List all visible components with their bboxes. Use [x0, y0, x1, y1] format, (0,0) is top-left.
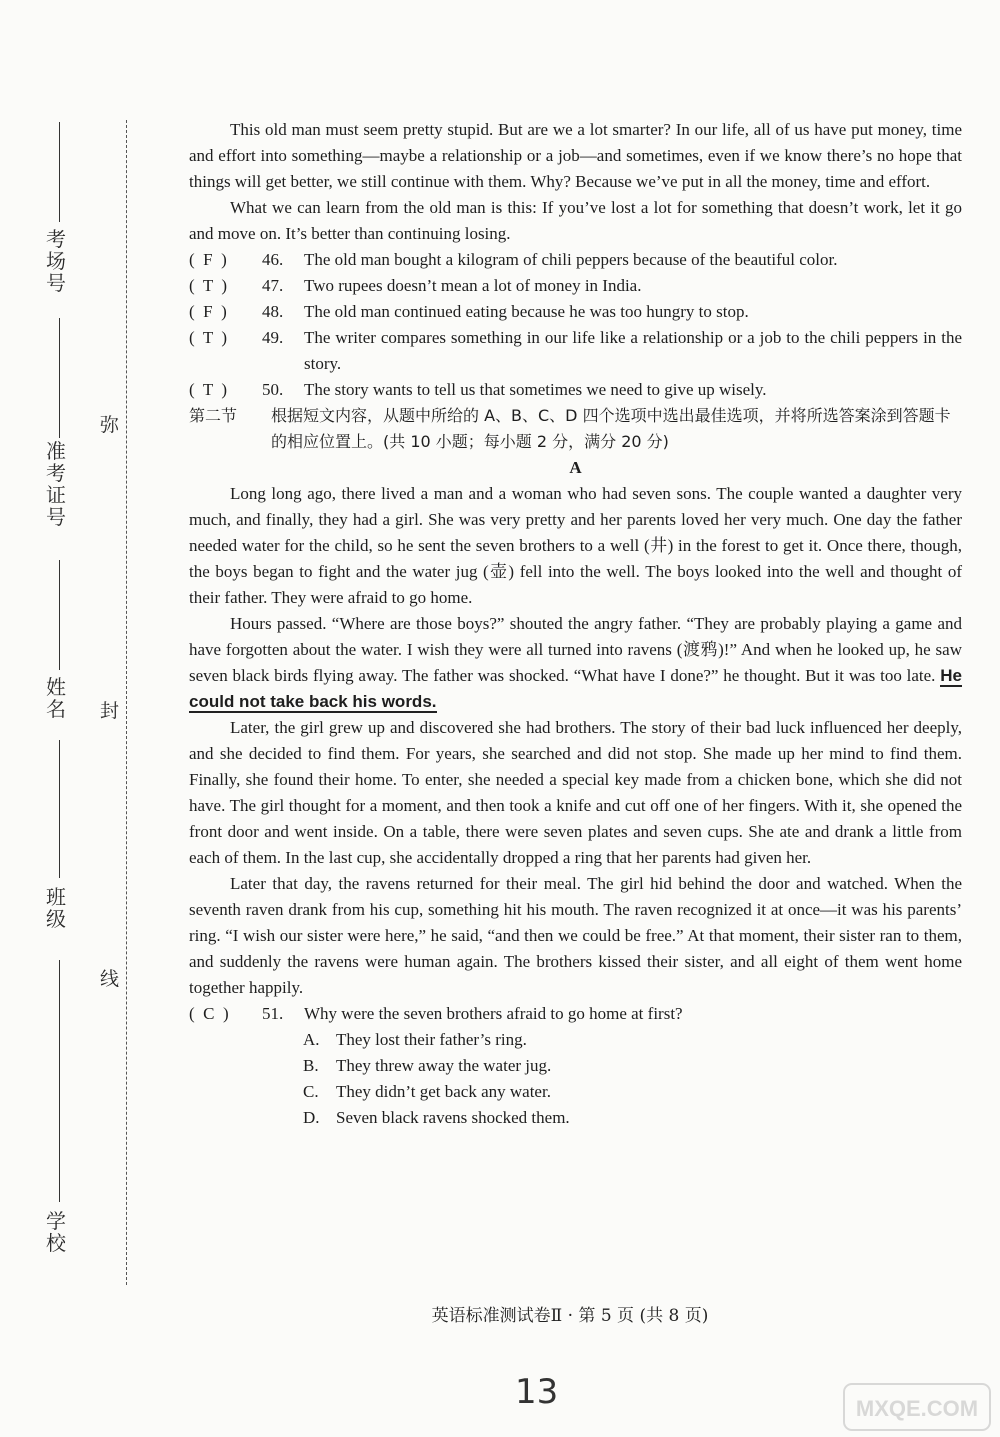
- answer-mark: ( T ): [189, 276, 228, 295]
- passage-paragraph: Later that day, the ravens returned for their meal. The girl hid behind the door and watched. When the seventh raven drank from his cup, something hit his mouth. The raven recognized it at once—it was his parents’ ring. “I wish our sister were here,” he said, “and then we could be free.” At that moment, their sister ran to them, and suddenly the ravens were human again. The brothers kissed their sister, and all eight of them went home together happily.: [189, 874, 962, 997]
- question-text: The story wants to tell us that sometimes we need to give up wisely.: [304, 380, 767, 399]
- handwritten-page-number: 13: [515, 1372, 559, 1412]
- true-false-questions: [189, 247, 962, 403]
- option-item: [303, 1079, 962, 1105]
- answer-mark: ( F ): [189, 250, 227, 269]
- question-number: 46.: [262, 250, 284, 269]
- margin-field-exam-room: [44, 228, 68, 294]
- main-content: [189, 117, 962, 1131]
- seal-char-xian: 线: [100, 968, 120, 990]
- answer-mark: ( T ): [189, 328, 228, 347]
- passage-paragraph: Long long ago, there lived a man and a woman who had seven sons. The couple wanted a daughter very much, and finally, they had a girl. She was very pretty and her parents loved her very much. One day the father needed water for the child, so he sent the seven brothers to a well (井) in the forest to get it. Once there, though, the boys began to fight and the water jug (壶) fell into the well. The boys looked into the well and thought of their father. They were afraid to go home.: [189, 484, 962, 607]
- question-text: The old man bought a kilogram of chili peppers because of the beautiful color.: [304, 250, 838, 269]
- intro-paragraph: This old man must seem pretty stupid. But are we a lot smarter? In our life, all of us have put money, time and effort into something—maybe a relationship or a job—and sometimes, even if we know there’s no hope that things will get better, we still continue with them. Why? Because we’ve put in all the money, time and effort.: [189, 120, 962, 191]
- option-letter: A.: [303, 1030, 320, 1049]
- section-label: 第二节: [189, 406, 238, 425]
- question-text: The writer compares something in our life like a relationship or a job to the chili peppers in the story.: [304, 328, 962, 373]
- margin-underline: [59, 122, 60, 222]
- option-text: They didn’t get back any water.: [336, 1082, 551, 1101]
- question-item: [189, 247, 962, 273]
- question-number: 51.: [262, 1004, 284, 1023]
- question-text: Two rupees doesn’t mean a lot of money in India.: [304, 276, 642, 295]
- passage-text: Hours passed. “Where are those boys?” shouted the angry father. “They are probably playing a game and have forgotten about the water. I wish they were all turned into ravens (渡鸦)!” And when he looked up, he saw seven black birds flying away. The father was shocked. “What have I done?” he thought. But it was too late.: [189, 614, 962, 685]
- margin-underline: [59, 740, 60, 878]
- underlined-sentence: He could not take back his words.: [189, 666, 962, 711]
- margin-underline: [59, 960, 60, 1202]
- question-item: [189, 377, 962, 403]
- margin-field-class: [44, 886, 68, 930]
- page-footer: 英语标准测试卷Ⅱ · 第 5 页 (共 8 页): [431, 1306, 709, 1326]
- option-item: [303, 1105, 962, 1131]
- option-text: They lost their father’s ring.: [336, 1030, 527, 1049]
- answer-mark: ( T ): [189, 380, 228, 399]
- answer-options: [303, 1027, 962, 1131]
- passage-paragraph: Later, the girl grew up and discovered she had brothers. The story of their bad luck influenced her deeply, and she decided to find them. For years, she searched and did not stop. She made up her mind to find them. Finally, she found their home. To enter, she needed a special key made from a chicken bone, which she did not have. The girl thought for a moment, and then took a knife and cut off one of her fingers. With it, she opened the front door and went inside. On a table, there were seven plates and seven cups. She ate and drank a little from each of them. In the last cup, she accidentally dropped a ring that her parents had given her.: [189, 718, 962, 867]
- seal-char-feng: 封: [100, 700, 120, 722]
- question-number: 48.: [262, 302, 284, 321]
- option-text: They threw away the water jug.: [336, 1056, 552, 1075]
- section-instructions: [189, 403, 962, 455]
- margin-field-label: 准考证号: [46, 439, 66, 529]
- passage-paragraph: [189, 611, 962, 715]
- margin-field-label: 班级: [46, 885, 66, 931]
- watermark-logo: [842, 1380, 992, 1434]
- margin-field-label: 学校: [46, 1209, 66, 1255]
- watermark-text: MXQE.COM: [855, 1396, 979, 1421]
- answer-mark: ( C ): [189, 1004, 229, 1023]
- question-item: [189, 299, 962, 325]
- section-text: 根据短文内容，从题中所给的 A、B、C、D 四个选项中选出最佳选项，并将所选答案涂到答题卡的相应位置上。(共 10 小题；每小题 2 分，满分 20 分): [271, 406, 951, 451]
- option-letter: D.: [303, 1108, 320, 1127]
- margin-field-school: [44, 1210, 68, 1254]
- margin-underline: [59, 318, 60, 438]
- option-text: Seven black ravens shocked them.: [336, 1108, 570, 1127]
- option-item: [303, 1027, 962, 1053]
- question-item: [189, 273, 962, 299]
- answer-mark: ( F ): [189, 302, 227, 321]
- margin-field-name: [44, 676, 68, 720]
- question-item: [189, 325, 962, 377]
- margin-underline: [59, 560, 60, 670]
- passage-title: A: [569, 458, 582, 477]
- margin-field-label: 考场号: [46, 227, 66, 295]
- margin-field-label: 姓名: [46, 675, 66, 721]
- margin-field-ticket-number: [44, 440, 68, 528]
- question-number: 49.: [262, 328, 284, 347]
- question-number: 47.: [262, 276, 284, 295]
- question-text: Why were the seven brothers afraid to go home at first?: [304, 1004, 683, 1023]
- option-letter: C.: [303, 1082, 319, 1101]
- question-text: The old man continued eating because he was too hungry to stop.: [304, 302, 749, 321]
- option-letter: B.: [303, 1056, 319, 1075]
- seal-dashed-line: [126, 120, 127, 1285]
- question-number: 50.: [262, 380, 284, 399]
- seal-char-mi: 弥: [100, 414, 120, 436]
- option-item: [303, 1053, 962, 1079]
- intro-paragraph: What we can learn from the old man is this: If you’ve lost a lot for something that doesn’t work, let it go and move on. It’s better than continuing losing.: [189, 198, 962, 243]
- question-item: [189, 1001, 962, 1027]
